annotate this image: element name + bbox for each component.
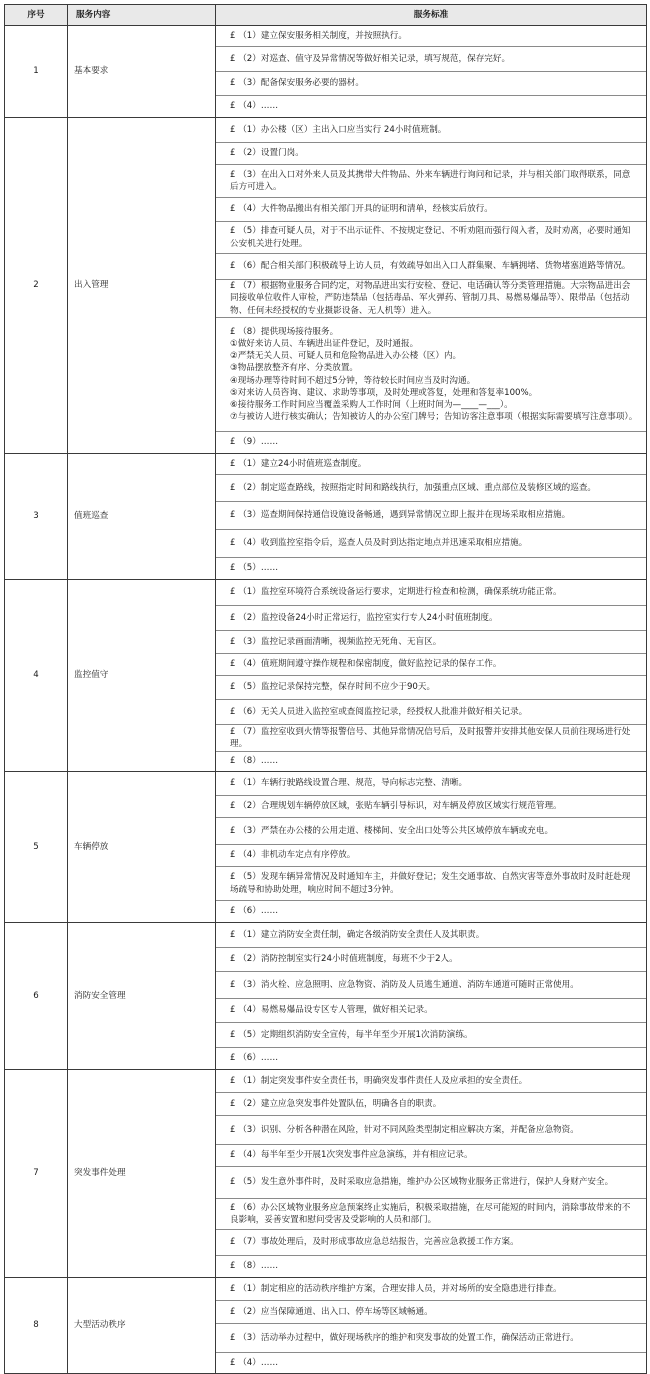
section-name: 值班巡查 [68,454,216,580]
standard-cell [216,580,647,772]
section-number: 2 [5,118,68,454]
standard-item: £ （6）办公区域物业服务应急预案终止实施后，积极采取措施，在尽可能短的时间内，消除事故带来的不良影响，妥善安置和慰问受害及受影响的人员和部门。 [216,1199,646,1230]
section-name: 大型活动秩序 [68,1278,216,1374]
standard-item: £ （1）办公楼（区）主出入口应当实行 24小时值班制。 [216,118,646,143]
standard-item: £ （5）…… [230,563,279,574]
standard-item: £ （3）配备保安服务必要的器材。 [216,72,646,96]
table-row [5,1070,647,1278]
standard-item: £ （3）监控记录画面清晰，视频监控无死角、无盲区。 [216,631,646,654]
table-row [5,118,647,454]
standard-item: £ （6）配合相关部门积极疏导上访人员，有效疏导如出入口人群集聚、车辆拥堵、货物堵塞道路等情况。 [216,254,646,280]
header-service: 服务内容 [68,5,216,26]
standard-item: £ （2）对巡查、值守及异常情况等做好相关记录，填写规范，保存完好。 [216,47,646,72]
standard-item: £ （6）…… [230,1053,279,1064]
standard-item: £ （1）车辆行驶路线设置合理、规范，导向标志完整、清晰。 [216,772,646,796]
standard-cell [216,772,647,923]
table-row [5,580,647,772]
standard-item: £ （4）值班期间遵守操作规程和保密制度，做好监控记录的保存工作。 [216,654,646,676]
standard-item: £ （2）制定巡查路线，按照指定时间和路线执行，加强重点区域、重点部位及装修区域的巡查。 [216,475,646,502]
standard-item: £ （4）大件物品搬出有相关部门开具的证明和清单，经核实后放行。 [216,198,646,222]
standard-item: £ （6）无关人员进入监控室或查阅监控记录，经授权人批准并做好相关记录。 [216,700,646,725]
standard-item: £ （7）监控室收到火情等报警信号、其他异常情况信号后，及时报警并安排其他安保人员前往现场进行处理。 [216,725,646,752]
standard-item: £ （2）监控设备24小时正常运行，监控室实行专人24小时值班制度。 [216,606,646,631]
header-row [5,5,647,26]
standard-item: £ （5）发生意外事件时，及时采取应急措施，维护办公区域物业服务正常进行，保护人身财产安全。 [216,1167,646,1199]
section-number: 7 [5,1070,68,1278]
table-row [5,26,647,118]
standard-item: £ （3）识别、分析各种潜在风险，针对不同风险类型制定相应解决方案，并配备应急物资。 [216,1116,646,1145]
standard-item: £ （1）建立消防安全责任制，确定各级消防安全责任人及其职责。 [216,923,646,948]
standard-item: £ （3）活动举办过程中，做好现场秩序的维护和突发事故的处置工作，确保活动正常进行。 [216,1324,646,1353]
section-name: 车辆停放 [68,772,216,923]
standard-item: £ （3）在出入口对外来人员及其携带大件物品、外来车辆进行询问和记录，并与相关部门取得联系，同意后方可进入。 [216,165,646,198]
section-number: 3 [5,454,68,580]
standard-cell [216,923,647,1070]
standard-item: £ （8）提供现场接待服务。 ①做好来访人员、车辆进出证件登记，及时通报。 ②严禁无关人员、可疑人员和危险物品进入办公楼（区）内。 ③物品摆放整齐有序、分类放置。 ④现场办理等待时间不超过5分钟，等待较长时间应当及时沟通。 ⑤对来访人员咨询、建议、求助等事项，及时处理或答复，处理和答复率100%。 ⑥接待服务工作时间应当覆盖采购人工作时间（上班时间为—____—___）。 ⑦与被访人进行核实确认；告知被访人的办公室门牌号；告知访客注意事项（根据实际需要填写注意事项）。 [216,318,646,432]
standard-item: £ （5）排查可疑人员，对于不出示证件、不按规定登记、不听劝阻而强行闯入者，及时劝离，必要时通知公安机关进行处理。 [216,222,646,254]
standard-cell [216,454,647,580]
standard-cell [216,26,647,118]
table-row [5,923,647,1070]
standard-item: £ （1）制定相应的活动秩序维护方案，合理安排人员，并对场所的安全隐患进行排查。 [216,1278,646,1301]
standard-item: £ （7）事故处理后，及时形成事故应急总结报告，完善应急救援工作方案。 [216,1230,646,1256]
section-number: 6 [5,923,68,1070]
standard-item: £ （9）…… [230,437,279,448]
table-row [5,454,647,580]
standard-item: £ （1）监控室环境符合系统设备运行要求，定期进行检查和检测，确保系统功能正常。 [216,580,646,606]
standard-item: £ （8）…… [230,1261,279,1272]
standard-item: £ （2）建立应急突发事件处置队伍，明确各自的职责。 [216,1093,646,1116]
standard-item: £ （6）…… [230,906,279,917]
section-name: 基本要求 [68,26,216,118]
section-number: 1 [5,26,68,118]
section-number: 8 [5,1278,68,1374]
table-row [5,772,647,923]
standard-item: £ （4）收到监控室指令后，巡查人员及时到达指定地点并迅速采取相应措施。 [216,530,646,558]
standard-item: £ （4）每半年至少开展1次突发事件应急演练，并有相应记录。 [216,1145,646,1167]
standard-item: £ （2）合理规划车辆停放区域，张贴车辆引导标识，对车辆及停放区域实行规范管理。 [216,796,646,818]
standard-item: £ （4）…… [230,101,279,112]
section-name: 突发事件处理 [68,1070,216,1278]
standard-item: £ （4）…… [230,1357,279,1368]
standard-item: £ （1）建立保安服务相关制度，并按照执行。 [216,26,646,47]
standard-item: £ （5）发现车辆异常情况及时通知车主，并做好登记；发生交通事故、自然灾害等意外事故时及时赶赴现场疏导和协助处理，响应时间不超过3分钟。 [216,867,646,901]
standard-item: £ （7）根据物业服务合同约定，对物品进出实行安检、登记、电话确认等分类管理措施。大宗物品进出会同接收单位收件人审检，严防违禁品（包括毒品、军火弹药、管制刀具、易燃易爆品等）、限带品（包括动物、任何未经授权的专业摄影设备、无人机等）进入。 [216,280,646,318]
standard-item: £ （8）…… [230,756,279,767]
section-name: 出入管理 [68,118,216,454]
standard-item: £ （4）易燃易爆品设专区专人管理，做好相关记录。 [216,999,646,1023]
standard-item: £ （3）严禁在办公楼的公用走道、楼梯间、安全出口处等公共区域停放车辆或充电。 [216,818,646,845]
section-name: 监控值守 [68,580,216,772]
standard-item: £ （2）应当保障通道、出入口、停车场等区域畅通。 [216,1301,646,1324]
standard-item: £ （1）建立24小时值班巡查制度。 [216,454,646,475]
standard-item: £ （3）消火栓、应急照明、应急物资、消防及人员逃生通道、消防车通道可随时正常使用。 [216,972,646,999]
standard-item: £ （2）设置门岗。 [216,143,646,165]
standard-cell [216,118,647,454]
standard-item: £ （4）非机动车定点有序停放。 [216,845,646,867]
table-row [5,1278,647,1374]
service-standard-table [4,4,646,1374]
standard-item: £ （5）监控记录保持完整，保存时间不应少于90天。 [216,676,646,700]
standard-item: £ （3）巡查期间保持通信设施设备畅通，遇到异常情况立即上报并在现场采取相应措施。 [216,502,646,530]
standard-item: £ （2）消防控制室实行24小时值班制度，每班不少于2人。 [216,948,646,972]
header-no: 序号 [5,5,68,26]
header-standard: 服务标准 [216,5,647,26]
standard-item: £ （5）定期组织消防安全宣传，每半年至少开展1次消防演练。 [216,1023,646,1048]
section-name: 消防安全管理 [68,923,216,1070]
section-number: 4 [5,580,68,772]
standard-item: £ （1）制定突发事件安全责任书，明确突发事件责任人及应承担的安全责任。 [216,1070,646,1093]
section-number: 5 [5,772,68,923]
standard-cell [216,1278,647,1374]
standard-cell [216,1070,647,1278]
